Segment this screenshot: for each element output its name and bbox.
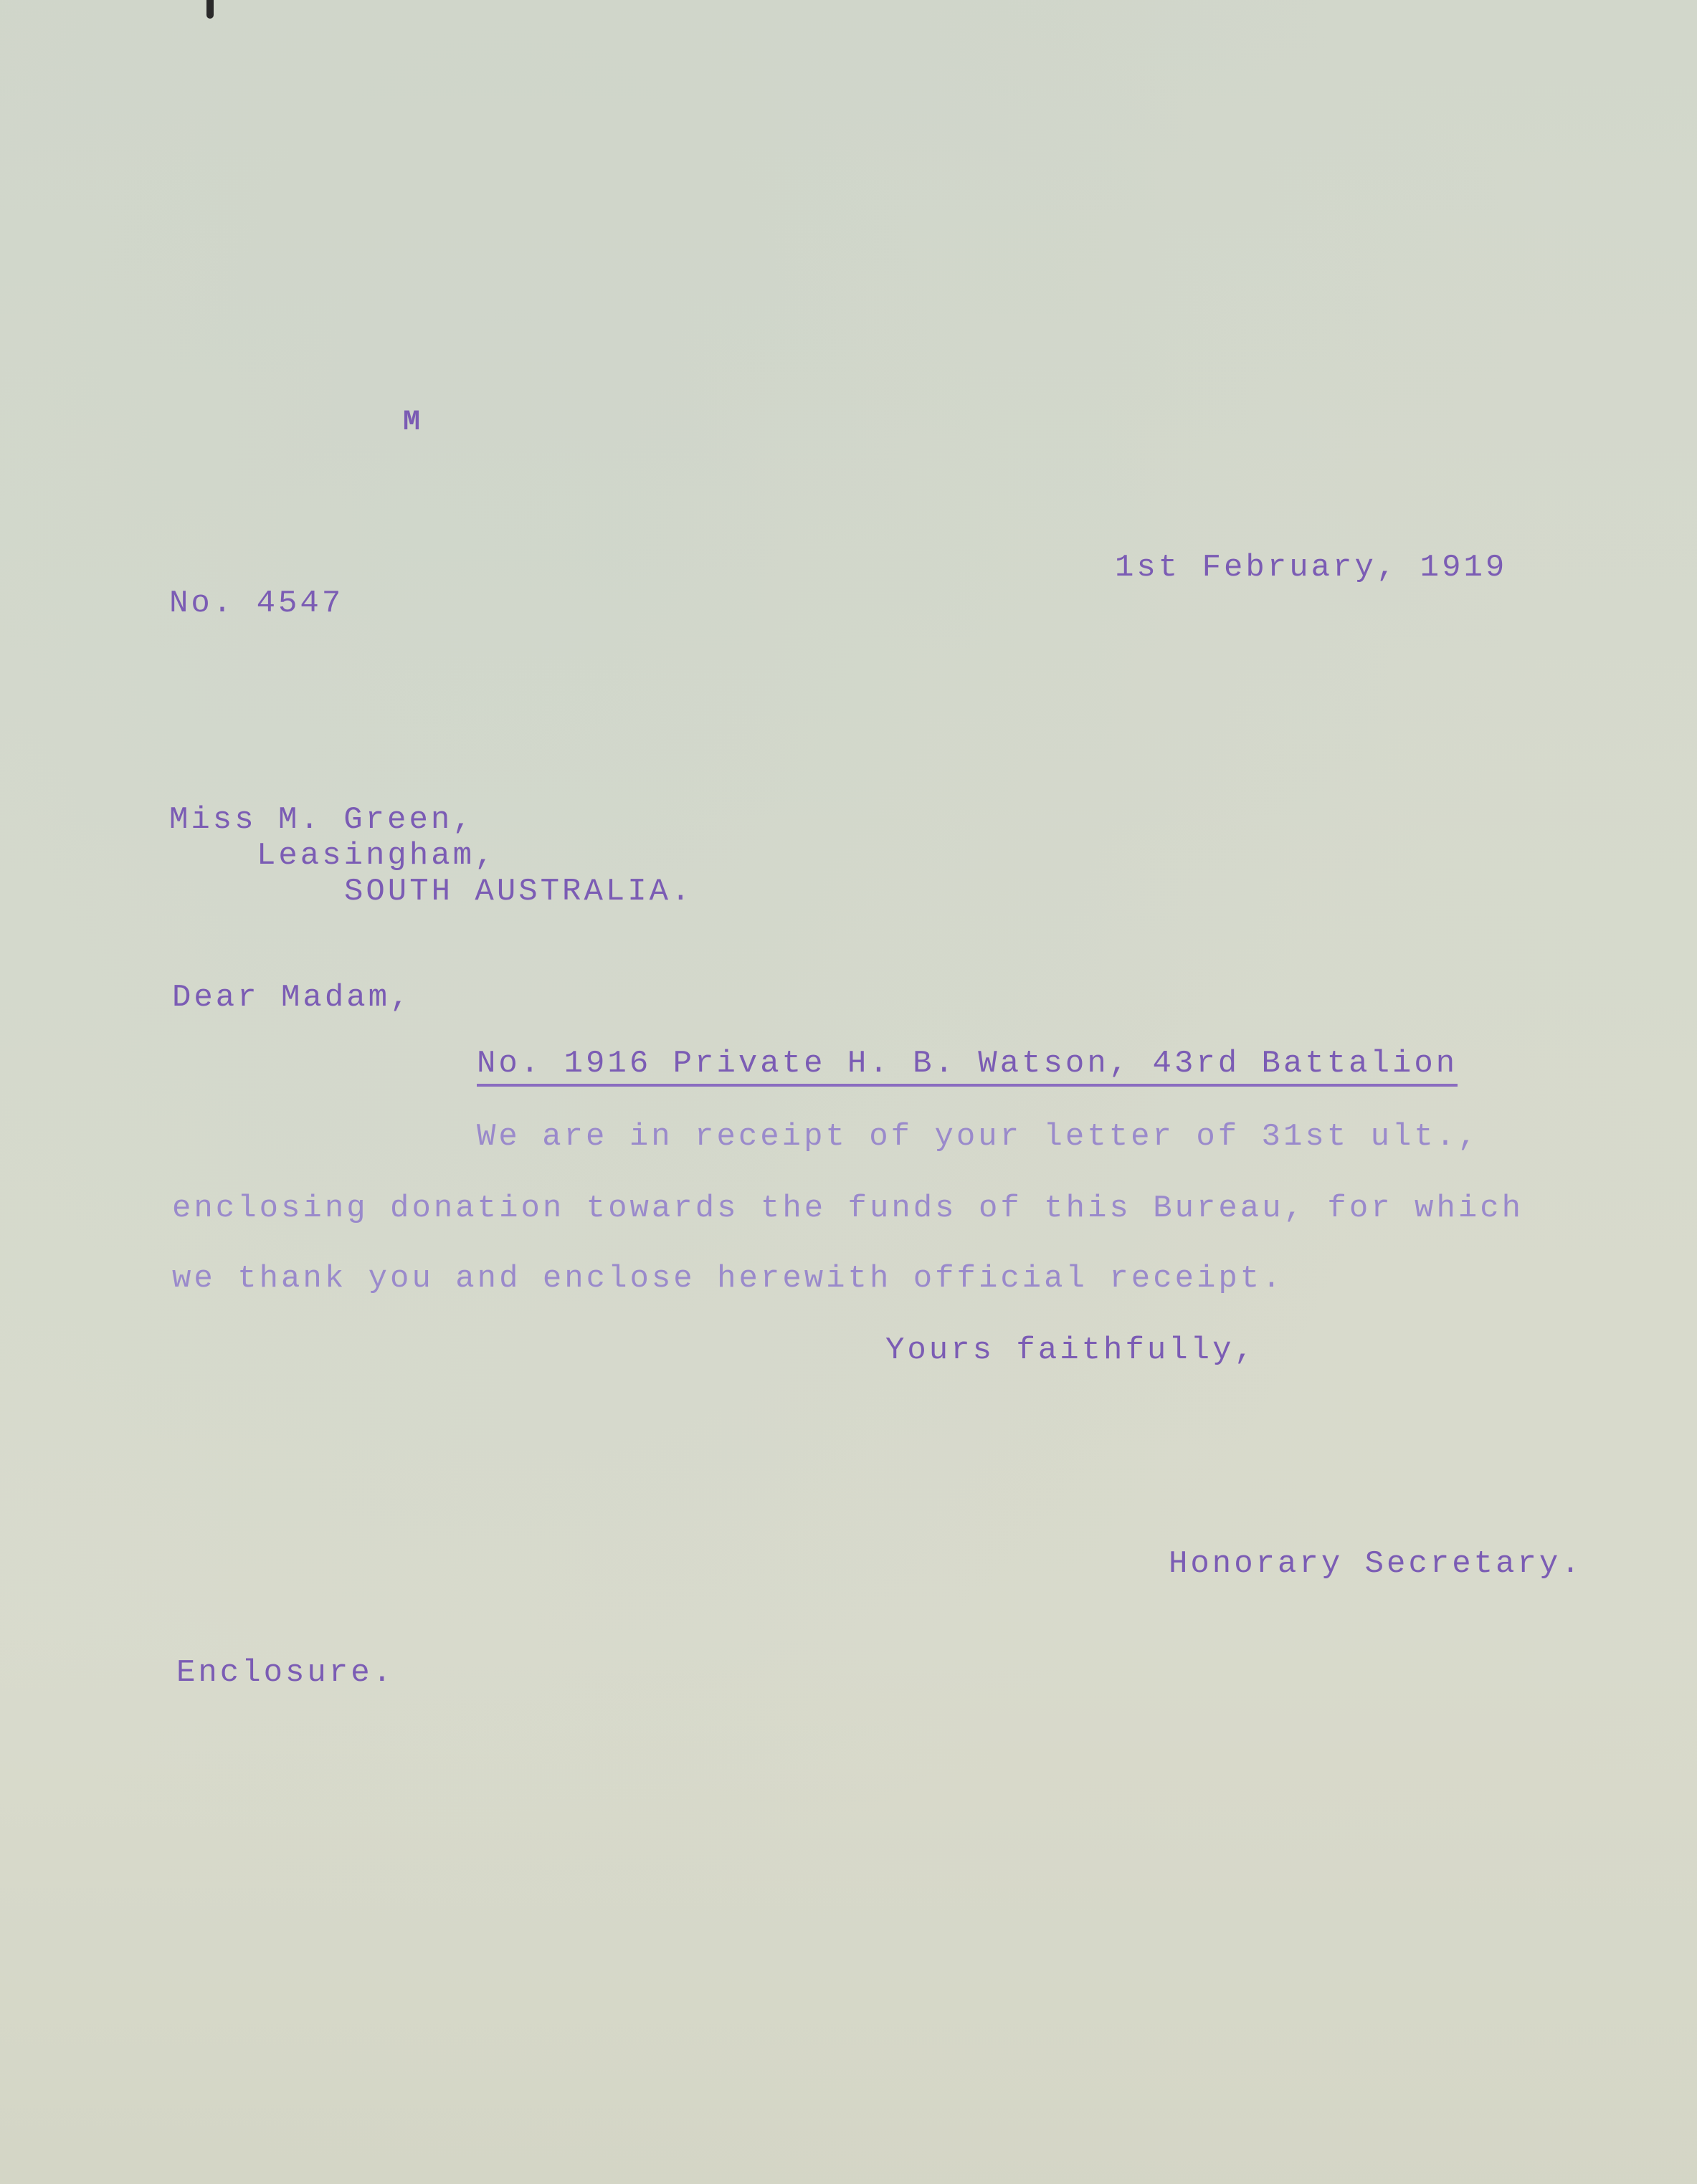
body-line: we thank you and enclose herewith official receipt.: [172, 1261, 1284, 1297]
reference-number: No. 4547: [169, 586, 344, 621]
body-line: enclosing donation towards the funds of this Bureau, for which: [172, 1191, 1524, 1226]
body-line: We are in receipt of your letter of 31st ult.,: [477, 1119, 1480, 1155]
recipient-state: SOUTH AUSTRALIA.: [344, 874, 693, 910]
recipient-town: Leasingham,: [257, 838, 497, 874]
salutation: Dear Madam,: [172, 980, 412, 1016]
letter-date: 1st February, 1919: [1115, 550, 1508, 586]
file-mark: M: [403, 406, 424, 439]
signatory-title: Honorary Secretary.: [1169, 1546, 1583, 1582]
enclosure-note: Enclosure.: [176, 1655, 395, 1691]
ink-mark: [206, 0, 214, 19]
closing: Yours faithfully,: [885, 1332, 1256, 1368]
recipient-name: Miss M. Green,: [169, 802, 475, 838]
subject-line: No. 1916 Private H. B. Watson, 43rd Battalion: [477, 1048, 1458, 1087]
